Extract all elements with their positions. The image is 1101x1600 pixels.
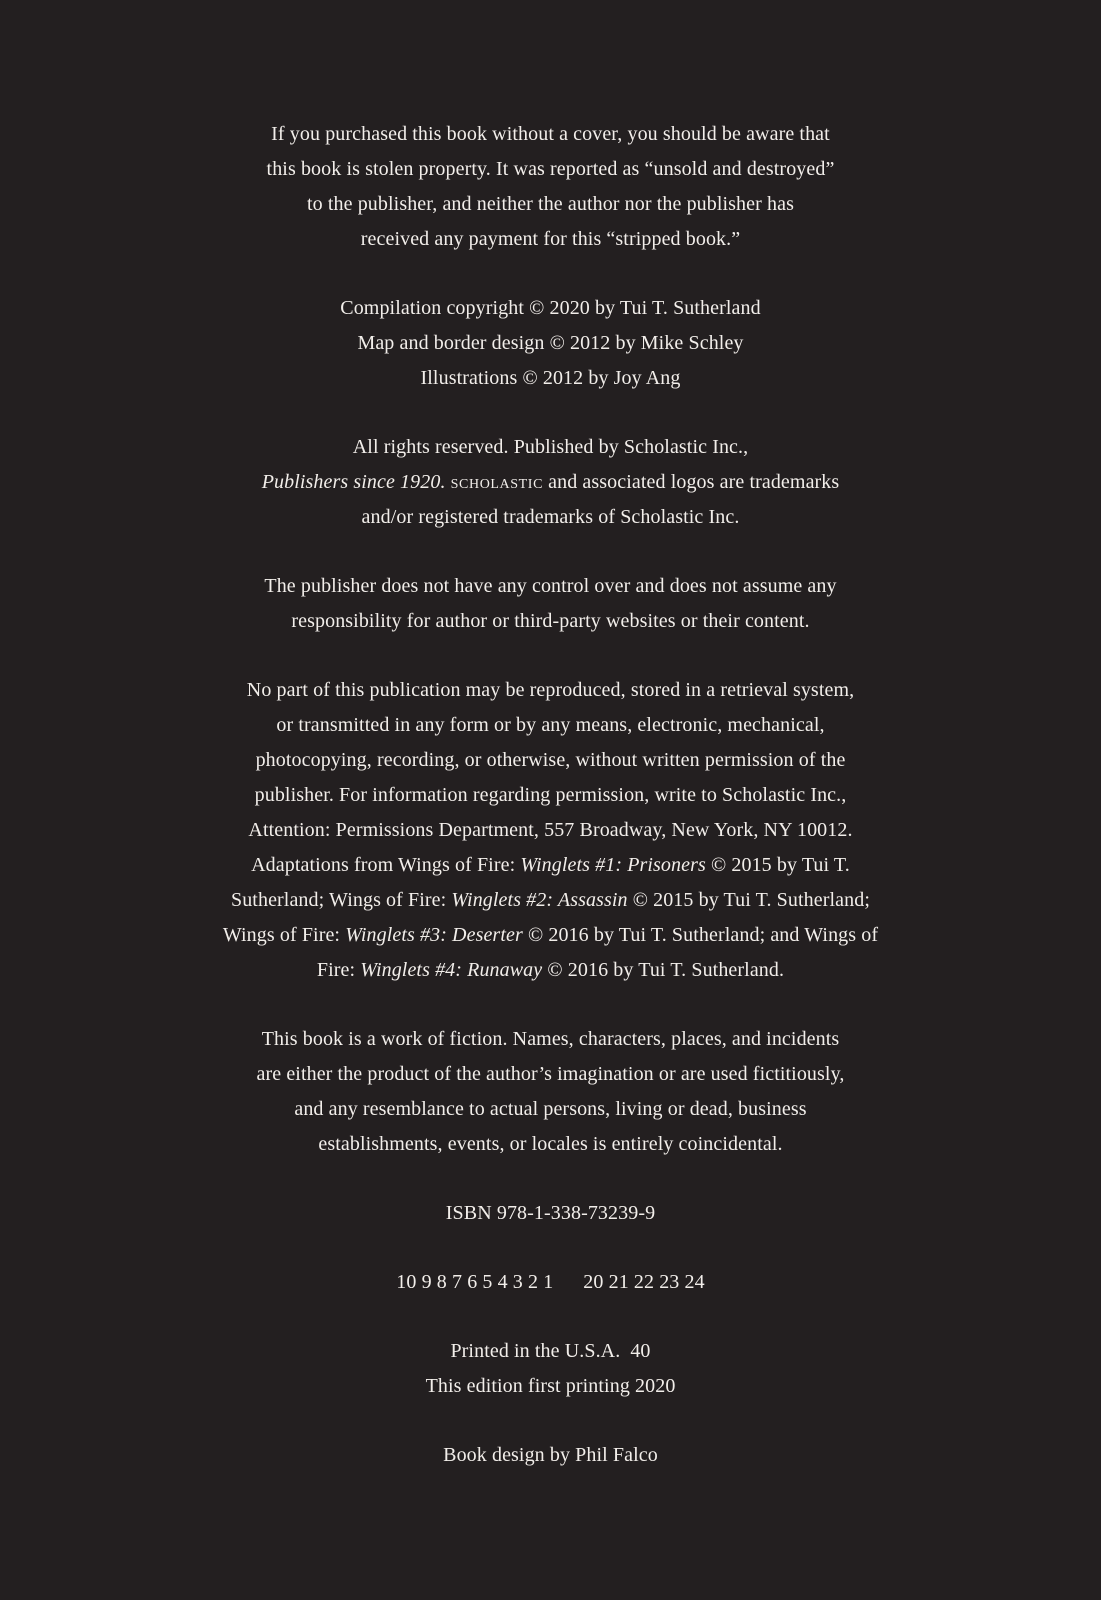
isbn: ISBN 978-1-338-73239-9 [445,1202,656,1224]
text-fragment: Sutherland; Wings of Fire: [230,889,447,911]
text-fragment: © 2016 by Tui T. Sutherland. [547,959,785,981]
design-credit: Book design by Phil Falco [443,1444,658,1466]
text-line: are either the product of the author’s imagination or are used fictitiously, [256,1063,845,1085]
scholastic-brand: scholastic [450,471,544,493]
book-title: Winglets #2: Assassin [451,889,628,911]
reproduction-notice [0,673,1101,988]
printed-country-line [0,1334,1101,1369]
isbn-block [0,1196,1101,1231]
printing-line [0,1265,1101,1300]
adaptations-line [0,848,1101,883]
adaptations-line [0,918,1101,953]
printing-info [0,1334,1101,1404]
fiction-disclaimer [0,1022,1101,1162]
copyright-credits [0,291,1101,396]
text-line: this book is stolen property. It was reported as “unsold and destroyed” [266,158,835,180]
text-line: If you purchased this book without a cover, you should be aware that [271,123,830,145]
stripped-book-notice [0,117,1101,257]
text-fragment: © 2016 by Tui T. Sutherland; and Wings of [527,924,879,946]
design-credit-block [0,1438,1101,1473]
book-title: Winglets #1: Prisoners [520,854,706,876]
print-years: 20 21 22 23 24 [583,1271,705,1293]
text-fragment: and associated logos are trademarks [548,471,840,493]
adaptations-line [0,953,1101,988]
text-fragment: © 2015 by Tui T. Sutherland; [632,889,870,911]
text-line: establishments, events, or locales is entirely coincidental. [318,1133,783,1155]
map-copyright: Map and border design © 2012 by Mike Schley [357,332,744,354]
text-line: responsibility for author or third-party websites or their content. [291,610,810,632]
copyright-text-block [0,117,1101,1507]
text-line: received any payment for this “stripped book.” [360,228,741,250]
text-line: and any resemblance to actual persons, living or dead, business [294,1098,807,1120]
edition-line: This edition first printing 2020 [425,1375,676,1397]
illustrations-copyright: Illustrations © 2012 by Joy Ang [420,367,681,389]
text-line: No part of this publication may be reproduced, stored in a retrieval system, [246,679,855,701]
text-line: The publisher does not have any control over and does not assume any [264,575,837,597]
rights-reserved [0,430,1101,535]
text-fragment: © 2015 by Tui T. [710,854,850,876]
print-numbers: 10 9 8 7 6 5 4 3 2 1 [396,1271,554,1293]
text-line: photocopying, recording, or otherwise, without written permission of the [255,749,846,771]
adaptations-line [0,883,1101,918]
publisher-tagline: Publishers since 1920. [261,471,446,493]
text-fragment: Fire: [316,959,356,981]
text-line: to the publisher, and neither the author nor the publisher has [307,193,794,215]
book-title: Winglets #3: Deserter [345,924,523,946]
text-line: or transmitted in any form or by any means, electronic, mechanical, [276,714,825,736]
text-line: All rights reserved. Published by Scholastic Inc., [352,436,749,458]
text-line: publisher. For information regarding permission, write to Scholastic Inc., [254,784,847,806]
print-run-line [0,1265,1101,1300]
text-fragment: Wings of Fire: [222,924,341,946]
text-line [0,465,1101,500]
text-line: and/or registered trademarks of Scholastic Inc. [361,506,740,528]
printer-code: 40 [630,1340,651,1362]
text-line: This book is a work of fiction. Names, characters, places, and incidents [261,1028,840,1050]
text-fragment: Adaptations from Wings of Fire: [251,854,516,876]
printed-country: Printed in the U.S.A. [450,1340,621,1362]
third-party-disclaimer [0,569,1101,639]
text-line: Attention: Permissions Department, 557 Broadway, New York, NY 10012. [248,819,853,841]
book-title: Winglets #4: Runaway [360,959,543,981]
compilation-copyright: Compilation copyright © 2020 by Tui T. Sutherland [340,297,761,319]
